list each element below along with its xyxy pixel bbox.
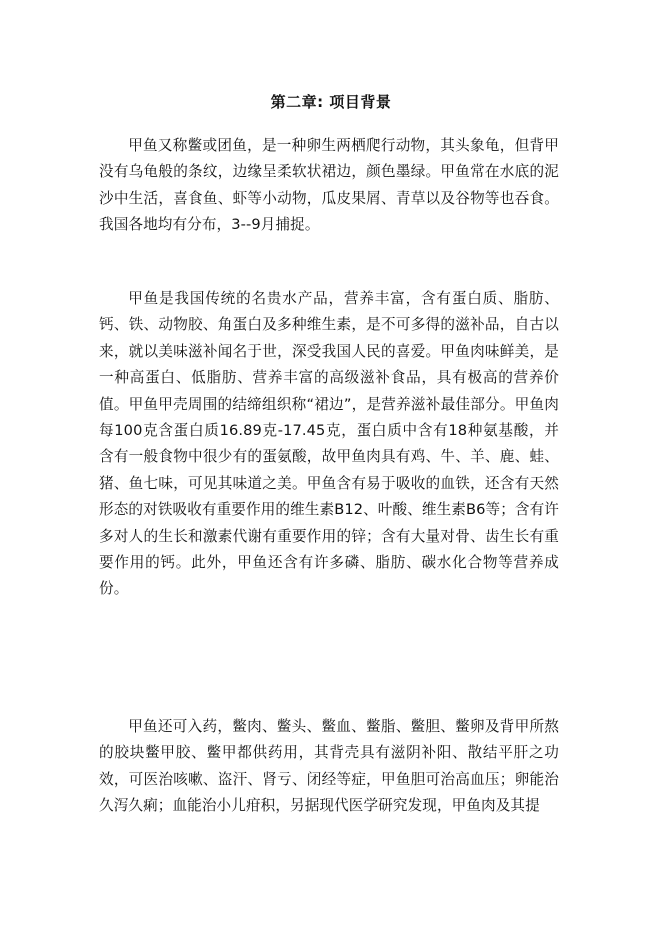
paragraph-intro: 甲鱼又称鳖或团鱼，是一种卵生两栖爬行动物，其头象龟，但背甲没有乌龟般的条纹，边缘呈柔软状裙边，颜色墨绿。甲鱼常在水底的泥沙中生活，喜食鱼、虾等小动物，瓜皮果屑、青草以及谷物等也吞食。我国各地均有分布，3--9月捕捉。 (99, 137, 559, 234)
chapter-title: 第二章: 项目背景 (270, 93, 392, 111)
paragraph-medicinal: 甲鱼还可入药，鳖肉、鳖头、鳖血、鳖脂、鳖胆、鳖卵及背甲所熬的胶块鳖甲胶、鳖甲都供药用，其背壳具有滋阴补阳、散结平肝之功效，可医治咳嗽、盗汗、肾亏、闭经等症，甲鱼胆可治高血压；卵能治久泻久痢；血能治小儿疳积，另据现代医学研究发现，甲鱼肉及其提 (99, 718, 559, 815)
paragraph-nutrition: 甲鱼是我国传统的名贵水产品，营养丰富，含有蛋白质、脂肪、钙、铁、动物胶、角蛋白及多种维生素，是不可多得的滋补品，自古以来，就以美味滋补闻名于世，深受我国人民的喜爱。甲鱼肉味鲜美，是一种高蛋白、低脂肪、营养丰富的高级滋补食品，具有极高的营养价值。甲鱼甲壳周围的结缔组织称“裙边”，是营养滋补最佳部分。甲鱼肉每100克含蛋白质16.89克-17.45克，蛋白质中含有18种氨基酸，并含有一般食物中很少有的蛋氨酸，故甲鱼肉具有鸡、牛、羊、鹿、蛙、猪、鱼七味，可见其味道之美。甲鱼含有易于吸收的血铁，还含有天然形态的对铁吸收有重要作用的维生素B12、叶酸、维生素B6等；含有许多对人的生长和激素代谢有重要作用的锌；含有大量对骨、齿生长有重要作用的钙。此外，甲鱼还含有许多磷、脂肪、碳水化合物等营养成份。 (99, 290, 559, 598)
